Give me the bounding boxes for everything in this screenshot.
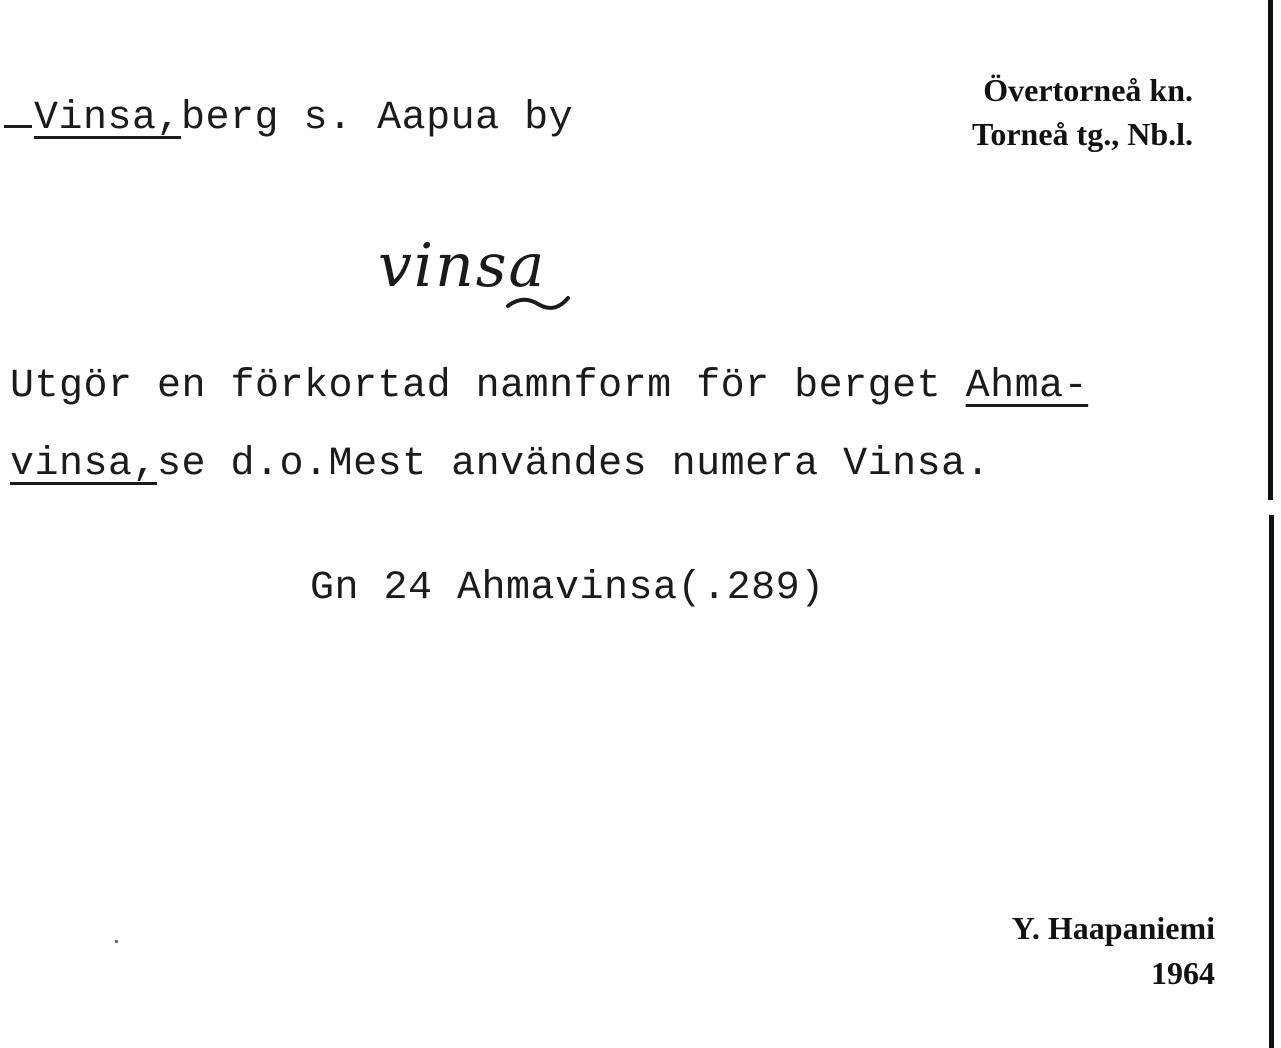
card-right-edge <box>1268 0 1275 1048</box>
source-reference: Gn 24 Ahmavinsa(.289) <box>310 566 825 611</box>
municipality-stamp: Övertorneå kn. <box>983 72 1193 108</box>
district-stamp: Torneå tg., Nb.l. <box>971 116 1193 152</box>
headword-line <box>4 96 573 141</box>
crossref-ahma: Ahma- <box>965 364 1089 409</box>
handwritten-text: vinsa <box>378 231 547 301</box>
body-line-2 <box>10 442 990 487</box>
collector-name: Y. Haapaniemi <box>1011 910 1215 946</box>
body-line-2-text: se d.o.Mest användes numera Vinsa. <box>157 442 991 487</box>
headword: Vinsa, <box>34 96 182 141</box>
headword-leading-underline <box>4 125 32 128</box>
body-line-1-text: Utgör en förkortad namnform för berget <box>10 364 966 409</box>
crossref-vinsa: vinsa, <box>10 442 158 487</box>
handwritten-form <box>370 228 690 323</box>
collection-year: 1964 <box>1151 955 1215 991</box>
paper-speck <box>115 940 118 943</box>
body-line-1 <box>10 364 1088 409</box>
headword-description: berg s. Aapua by <box>181 96 574 141</box>
